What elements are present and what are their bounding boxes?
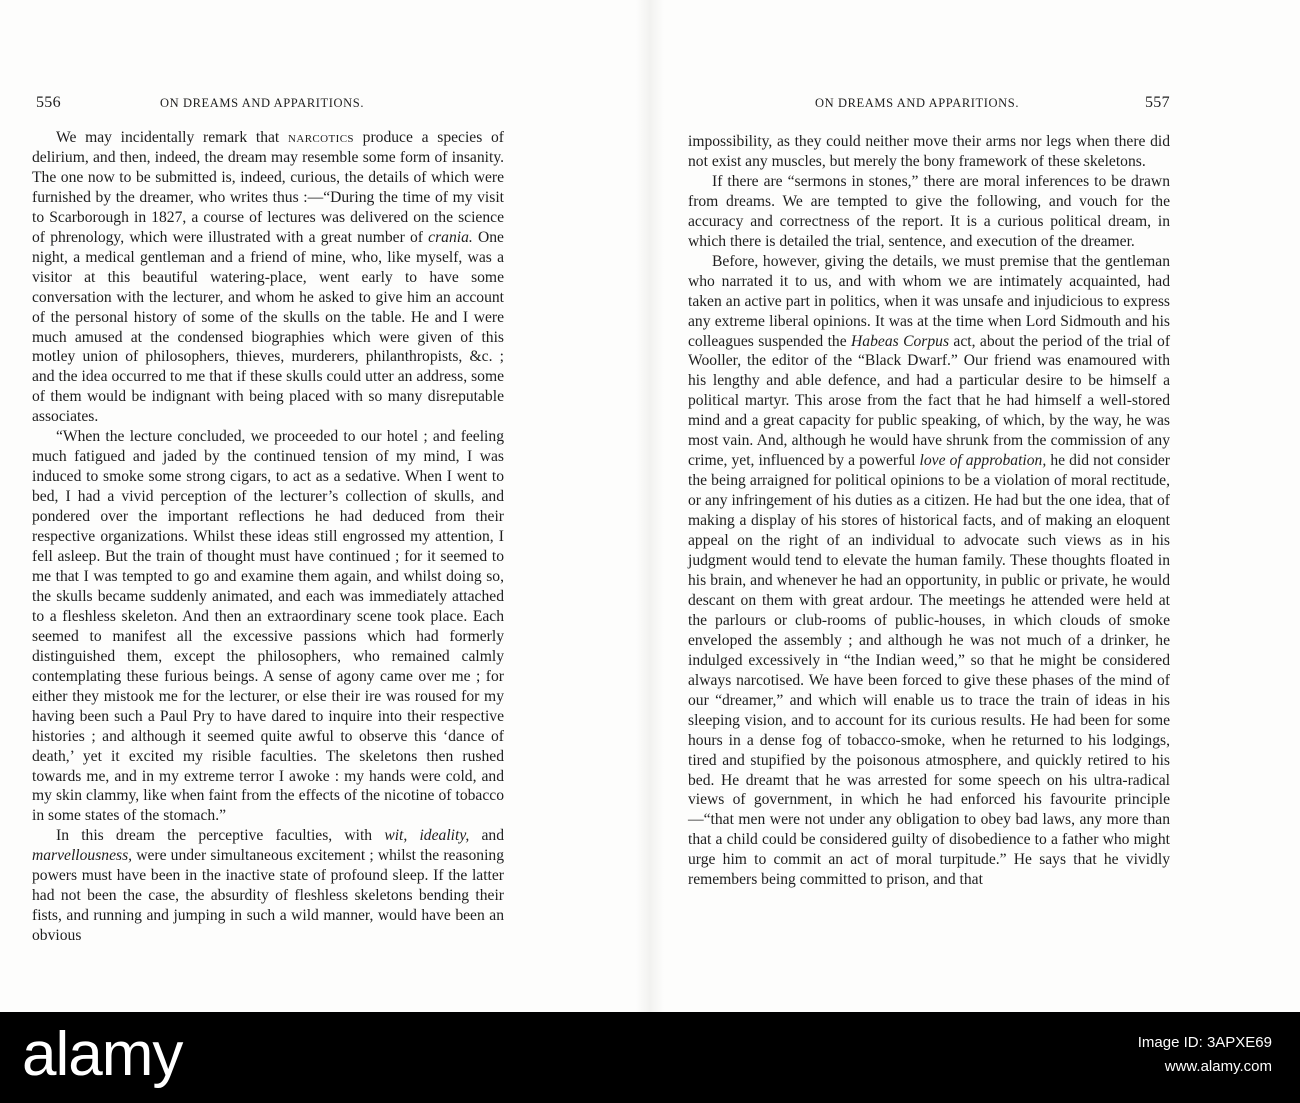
text-run: impossibility, as they could neither move their arms nor legs when there did not exist any muscles, but merely the bony framework of these skeletons. [688,133,1170,170]
paragraph [32,826,504,946]
alamy-logo: alamy [22,1020,183,1089]
left-body-text [32,128,504,946]
text-run: he did not consider the being arraigned for political opinions to be a violation of moral rectitude, or any infringement of his duties as a citizen. He had but the one idea, that of making a display of his stores of historical facts, and of making an eloquent appeal on the right of an individual to advocate such views as in his judgment would tend to elevate the human family. These thoughts floated in his brain, and whenever he had an opportunity, in public or private, he would descant on them with great ardour. The meetings he attended were held at the parlours or club-rooms of public-houses, in which clouds of smoke enveloped the assembly ; and although he was not much of a drinker, he indulged excessively in “the Indian weed,” so that he might be considered always narcotised. We have been forced to give these phases of the mind of our “dreamer,” and which will enable us to trace the train of ideas in his sleeping vision, and to account for its curious results. He had been for some hours in a dense fog of tobacco-smoke, when he returned to his lodgings, tired and stupified by the poisonous atmosphere, and quickly retired to his bed. He dreamt that he was arrested for some speech on his ultra-radical views of government, in which he had enforced his favourite principle—“that men were not under any obligation to obey bad laws, any more than that a child could be considered guilty of disobedience to a father who might urge him to commit an act of moral turpitude.” He says that he vividly remembers being committed to prison, and that [688,452,1170,889]
paragraph [688,132,1170,172]
italic-text: crania. [428,228,473,246]
paragraph [32,128,504,427]
text-run: produce a species of delirium, and then, indeed, the dream may resemble some form of insanity. The one now to be submitted is, indeed, curious, the details of which were furnished by the dreamer, who writes thus :—“During the time of my visit to Scarborough in 1827, a course of lectures was delivered on the science of phrenology, which were illustrated with a great number of [32,129,504,246]
italic-text: wit, ideality, [384,827,470,845]
text-run: act, about the period of the trial of Wooller, the editor of the “Black Dwarf.” Our friend was enamoured with his lengthy and able defence, and had a particular desire to be himself a political martyr. This arose from the fact that he had himself a well-stored mind and a great capacity for public speaking, of which, by the way, he was most vain. And, although he would have shrunk from the commission of any crime, yet, influenced by a powerful [688,332,1171,470]
text-run: We may incidentally remark that [56,129,288,146]
text-run: Before, however, giving the details, we must premise that the gentleman who narrated it to us, and with whom we are intimately acquainted, had taken an active part in politics, when it was unsafe and injudicious to express any extreme liberal opinions. It was at the time when Lord Sidmouth and his colleagues suspended the [688,252,1170,350]
text-run: “When the lecture concluded, we proceeded to our hotel ; and feeling much fatigued and jaded by the continued tension of my mind, I was induced to smoke some strong cigars, to act as a sedative. When I went to bed, I had a vivid perception of the lecturer’s collection of skulls, and pondered over the important reflections he had deduced from their respective organizations. Whilst these ideas still engrossed my attention, I fell asleep. But the train of thought must have continued ; for it seemed to me that I was tempted to go and examine them again, and whilst doing so, the skulls became suddenly animated, and each was immediately attached to a fleshless skeleton. And then an extraordinary scene took place. Each seemed to manifest all the excessive passions which had formerly distinguished them, except the philosophers, who remained calmly contemplating these furious beings. A sense of agony came over me ; for either they mistook me for the lecturer, or else their ire was roused for my having been such a Paul Pry to have dared to inquire into their respective histories ; and although it seemed quite awful to observe this ‘dance of death,’ yet it excited my risible faculties. The skeletons then rushed towards me, and in my extreme terror I awoke : my hands were cold, and my skin clammy, like when faint from the effects of the nicotine of tobacco in some states of the stomach.” [32,428,504,825]
italic-text: love of approbation, [919,452,1047,470]
text-run: If there are “sermons in stones,” there are moral inferences to be drawn from dreams. We are tempted to give the following, and vouch for the accuracy and correctness of the report. It is a curious political dream, in which there is detailed the trial, sentence, and execution of the dreamer. [688,172,1170,250]
text-run: One night, a medical gentleman and a friend of mine, who, like myself, was a visitor at this beautiful watering-place, went early to have some conversation with the lecturer, and whom he asked to give him an account of the personal history of some of the skulls on the table. He and I were much amused at the condensed biographies which were given of this motley union of philosophers, thieves, murderers, philanthropists, &c. ; and the idea occurred to me that if these skulls could utter an address, some of them would be indignant with being placed with so many disreputable associates. [32,228,504,426]
right-running-title: ON DREAMS AND APPARITIONS. [815,96,1020,110]
site-url: www.alamy.com [1164,1058,1272,1075]
italic-text: Habeas Corpus [851,332,950,350]
right-body-text [688,132,1170,890]
paragraph [688,172,1170,252]
small-caps-text: narcotics [288,129,354,146]
text-run: were under simultaneous excitement ; whilst the reasoning powers must have been in the inactive state of profound sleep. If the latter had not been the case, the absurdity of fleshless skeletons bending their fists, and running and jumping in such a wild manner, would have been an obvious [32,847,504,945]
text-run: In this dream the perceptive faculties, with [56,827,385,845]
paragraph [32,427,504,826]
image-id-label: Image ID: 3APXE69 [1137,1034,1272,1051]
text-run: and [469,827,504,845]
italic-text: marvellousness, [32,847,133,865]
right-page-number: 557 [1145,94,1170,111]
book-gutter [636,0,664,1012]
paragraph [688,252,1170,891]
left-running-title: ON DREAMS AND APPARITIONS. [160,96,365,110]
watermark-banner [0,1012,1300,1103]
left-page-number: 556 [36,94,61,111]
banner-meta [1138,1031,1272,1079]
